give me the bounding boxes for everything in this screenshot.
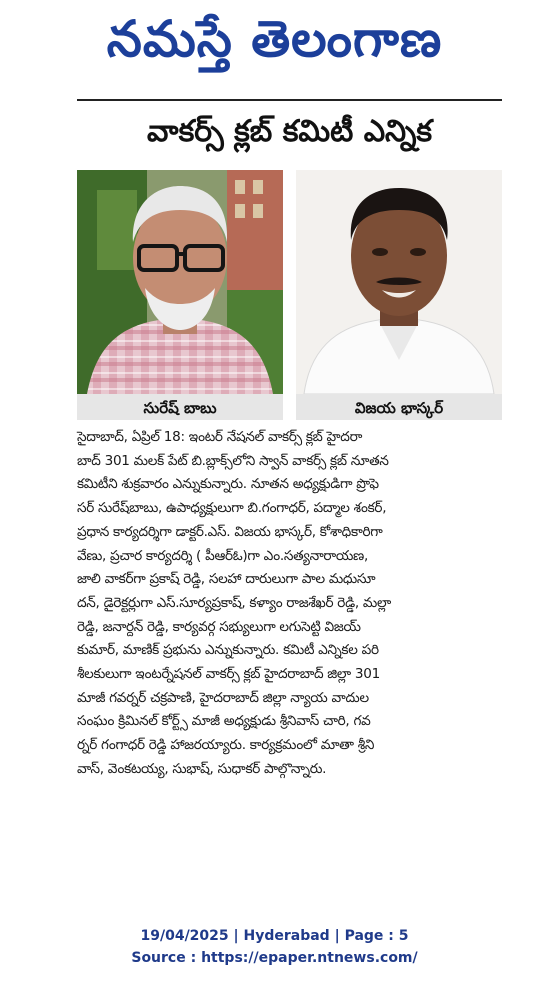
portrait-image-right [296,170,502,394]
article-line: వేణు, ప్రచార కార్యదర్శి ( పీఆర్ఓ)గా ఎం.సత్యనారాయణ, [77,547,368,564]
article-line: మాజీ గవర్నర్ చక్రపాణి, హైదరాబాద్ జిల్లా న్యాయ వాదుల [77,689,369,706]
article-headline: వాకర్స్ క్లబ్ కమిటీ ఎన్నిక [146,114,432,149]
article-line: జాలి వాకర్‌గా ప్రకాష్ రెడ్డి, సలహా దారులుగా పాల మధుసూ [77,571,376,588]
article-line: సైదాబాద్, ఏప్రిల్ 18: ఇంటర్ నేషనల్ వాకర్స్ క్లబ్ హైదరా [77,429,363,445]
article-line: ప్రధాన కార్యదర్శిగా డాక్టర్.ఎస్. విజయ భాస్కర్, కోశాధికారిగా [77,523,383,540]
article-line: రెడ్డి, జనార్దన్ రెడ్డి, కార్యవర్గ సభ్యులుగా లగుసెట్టి విజయ్ [77,618,361,635]
article-line: శీలకులుగా ఇంటర్నేషనల్ వాకర్స్ క్లబ్ హైదరాబాద్ జిల్లా 301 [77,666,380,683]
article-line: సంఘం క్రిమినల్ కోర్ట్స్ మాజీ అధ్యక్షుడు శ్రీనివాస్ చారి, గవ [77,713,371,730]
photo-vijaya-bhaskar [296,170,502,394]
newspaper-masthead [0,0,549,80]
article-line: బాద్ 301 మలక్ పేట్ బి.బ్లాక్స్‌లోని స్వాన్ వాకర్స్ క్లబ్ నూతన [77,452,389,469]
photo-suresh-babu [77,170,283,394]
headline-top-rule [77,99,502,101]
article-line: ర్నర్ గంగాధర్ రెడ్డి హాజరయ్యారు. కార్యక్రమంలో మాతా శ్రీని [77,737,375,754]
article-line: దన్, డైరెక్టర్లుగా ఎస్.సూర్యప్రకాష్, కళ్యాం రాజశేఖర్ రెడ్డి, మల్లా [77,594,391,611]
article-body [77,426,507,782]
portrait-image-left [77,170,283,394]
masthead-title: నమస్తే తెలంగాణ [106,10,443,68]
article-line: కమిటీని శుక్రవారం ఎన్నుకున్నారు. నూతన అధ్యక్షుడిగా ప్రొఫె [77,476,379,493]
photo-caption-left: సురేష్ బాబు [77,394,283,420]
photo-caption-right: విజయ భాస్కర్ [296,394,502,420]
footer-date-edition-page: 19/04/2025 | Hyderabad | Page : 5 [140,928,409,944]
article-line: వాస్, వెంకటయ్య, సుభాష్, సుధాకర్ పాల్గొన్నారు. [77,760,327,777]
footer-source-link[interactable]: Source : https://epaper.ntnews.com/ [131,950,418,966]
article-line: సర్ సురేష్‌బాబు, ఉపాధ్యక్షులుగా బి.గంగాధర్, పద్మాల శంకర్, [77,500,387,517]
article-line: కుమార్, మాణిక్ ప్రభును ఎన్నుకున్నారు. కమిటీ ఎన్నికల పరి [77,642,379,659]
